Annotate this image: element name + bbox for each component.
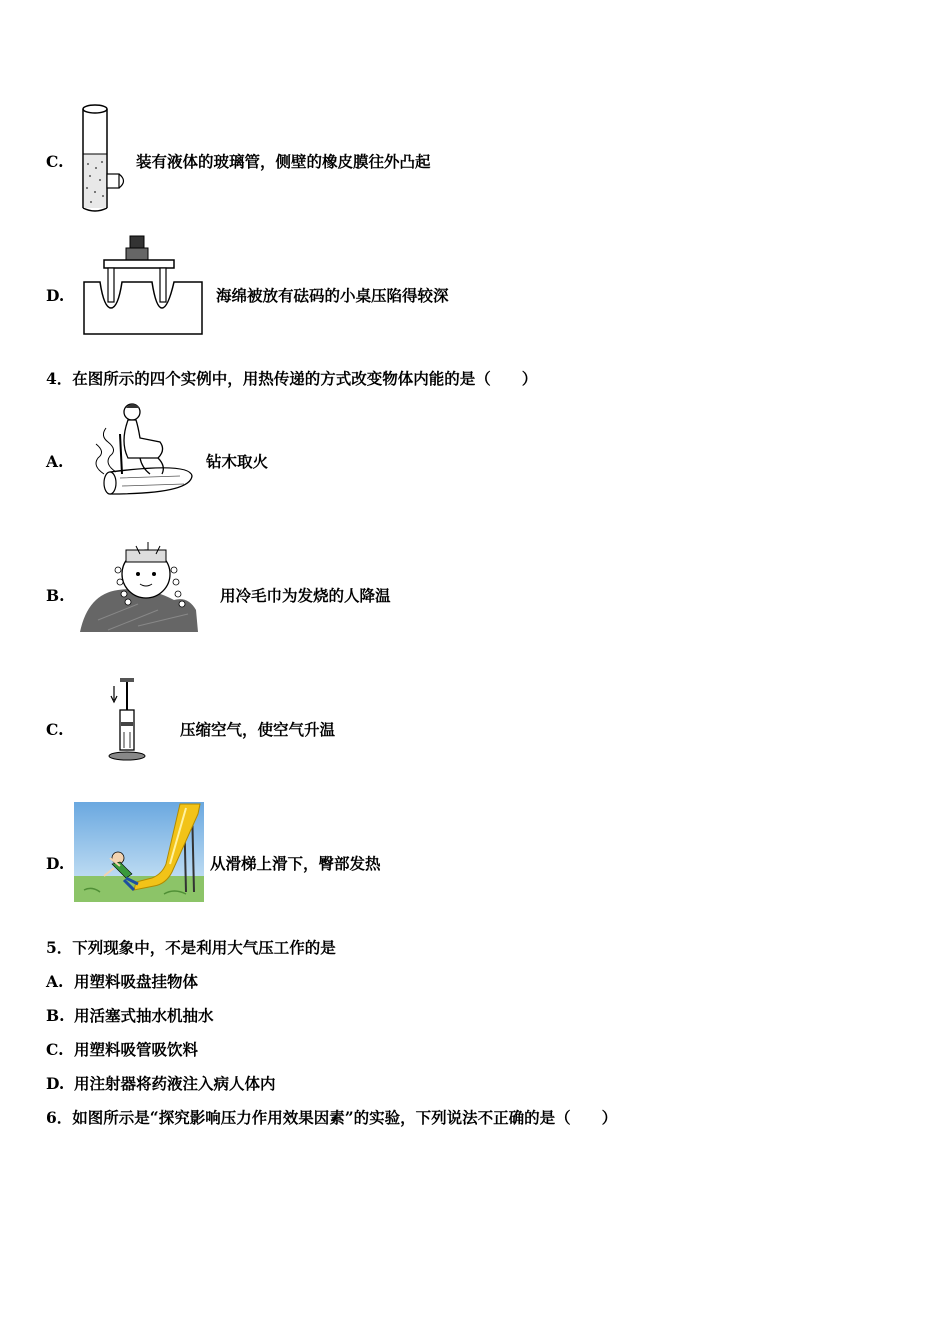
q4-option-b-label: B.	[46, 586, 65, 605]
drilling-wood-figure	[80, 402, 198, 498]
q5-option-c-label: C.	[46, 1040, 64, 1059]
q5-option-b-label: B.	[46, 1006, 65, 1025]
glass-tube-figure	[78, 104, 134, 214]
q5-option-d-text: 用注射器将药液注入病人体内	[74, 1074, 276, 1093]
cold-towel-figure	[78, 540, 202, 636]
q5-option-c-text: 用塑料吸管吸饮料	[74, 1040, 199, 1059]
q3-option-c-label: C.	[46, 152, 64, 171]
q4-option-a-label: A.	[46, 452, 64, 471]
q5-stem: 5．下列现象中，不是利用大气压工作的是	[46, 938, 336, 957]
table-on-sponge-figure	[82, 234, 204, 338]
q3-option-c-text: 装有液体的玻璃管，侧壁的橡皮膜往外凸起	[136, 152, 431, 171]
q4-option-c-text: 压缩空气，使空气升温	[180, 720, 336, 739]
q4-option-c-label: C.	[46, 720, 64, 739]
air-compression-figure	[104, 676, 150, 764]
playground-slide-figure	[74, 802, 204, 902]
q5-option-d-label: D.	[46, 1074, 65, 1093]
q4-option-b-text: 用冷毛巾为发烧的人降温	[220, 586, 391, 605]
q4-stem: 4．在图所示的四个实例中，用热传递的方式改变物体内能的是（ ）	[46, 369, 538, 388]
q5-option-b-text: 用活塞式抽水机抽水	[74, 1006, 214, 1025]
q3-option-d-label: D.	[46, 286, 65, 305]
q3-option-d-text: 海绵被放有砝码的小桌压陷得较深	[216, 286, 449, 305]
q4-option-d-text: 从滑梯上滑下，臀部发热	[210, 854, 381, 873]
q5-option-a-text: 用塑料吸盘挂物体	[74, 972, 199, 991]
q6-stem: 6．如图所示是“探究影响压力作用效果因素”的实验，下列说法不正确的是（ ）	[46, 1108, 618, 1127]
q4-option-a-text: 钻木取火	[206, 452, 269, 471]
q5-option-a-label: A.	[46, 972, 64, 991]
q4-option-d-label: D.	[46, 854, 65, 873]
